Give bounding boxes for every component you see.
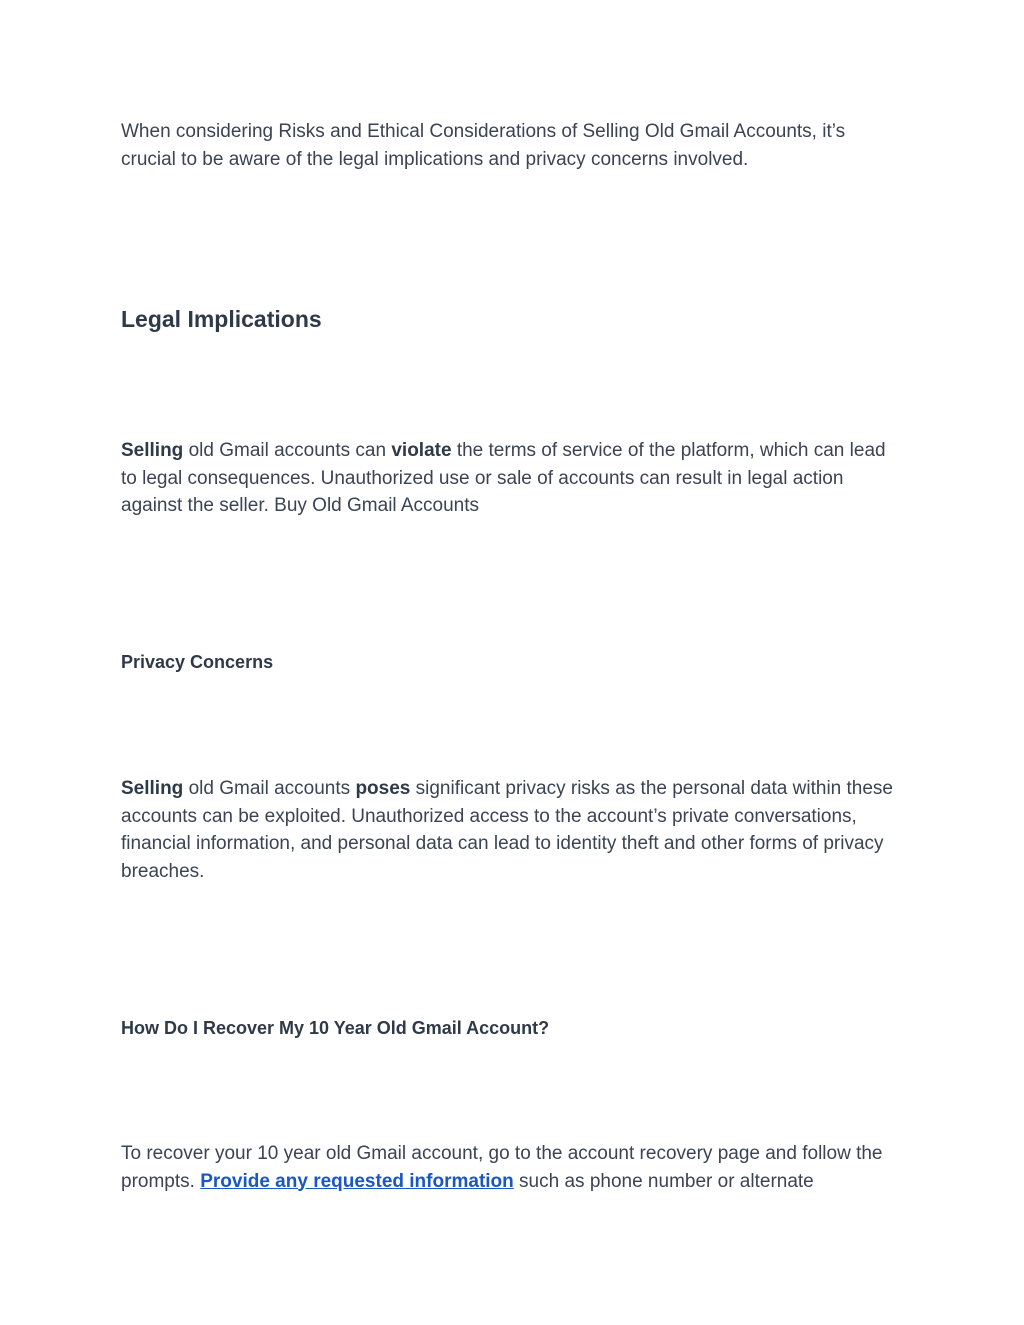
legal-text-1: old Gmail accounts can — [183, 440, 392, 461]
recover-text-2: such as phone number or alternate — [513, 1170, 814, 1192]
legal-bold-violate: violate — [391, 440, 452, 461]
intro-paragraph — [121, 118, 901, 173]
privacy-text-1: old Gmail accounts — [183, 778, 356, 799]
recover-account-paragraph — [121, 1140, 901, 1195]
privacy-bold-poses: poses — [355, 778, 411, 799]
privacy-bold-selling: Selling — [121, 778, 184, 799]
privacy-text-2: significant privacy risks as the personal data within these accounts can be exploited. Unauthorized access to the account’s private conversations, financial information, and personal data can lead to identity theft and other forms of privacy breaches. — [121, 778, 893, 882]
legal-bold-selling: Selling — [121, 440, 184, 461]
legal-implications-heading: Legal Implications — [121, 306, 322, 332]
recover-text-1: To recover your 10 year old Gmail account, go to the account recovery page and follow the prompts. — [121, 1143, 883, 1192]
privacy-concerns-paragraph — [121, 775, 901, 885]
legal-text-2: the terms of service of the platform, which can lead to legal consequences. Unauthorized use or sale of accounts can result in legal action against the seller. Buy Old Gmail Accounts — [121, 440, 886, 516]
intro-text: When considering Risks and Ethical Considerations of Selling Old Gmail Accounts, it’s crucial to be aware of the legal implications and privacy concerns involved. — [121, 121, 846, 170]
provide-information-link[interactable]: Provide any requested information — [200, 1170, 514, 1192]
privacy-concerns-heading: Privacy Concerns — [121, 652, 274, 672]
legal-implications-paragraph — [121, 437, 901, 520]
recover-account-heading: How Do I Recover My 10 Year Old Gmail Account? — [121, 1018, 550, 1038]
